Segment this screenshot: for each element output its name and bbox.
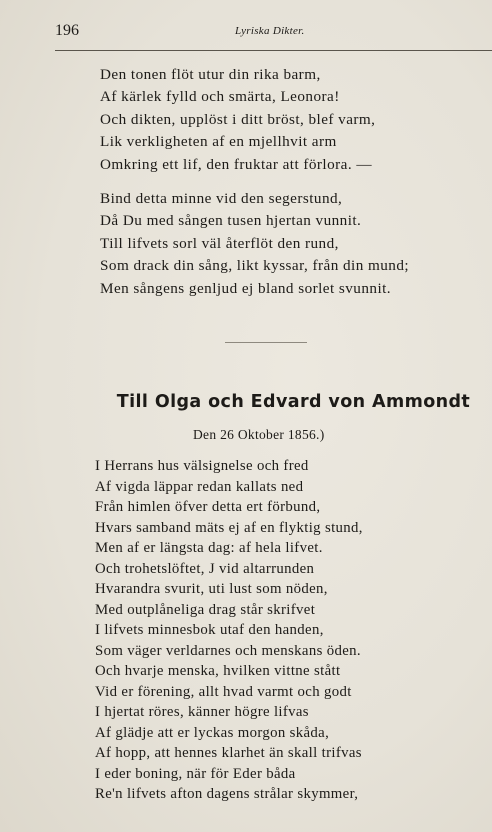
verse-line: Af hopp, att hennes klarhet än skall trifvas — [95, 745, 362, 761]
verse-line: Af vigda läppar redan kallats ned — [95, 478, 304, 495]
page-number: 196 — [55, 22, 79, 39]
verse-line: I Herrans hus välsignelse och fred — [95, 458, 309, 474]
verse-line: Till lifvets sorl väl återflöt den rund, — [100, 234, 339, 252]
verse-line: Och dikten, upplöst i ditt bröst, blef varm, — [100, 110, 376, 128]
verse-line: Vid er förening, allt hvad varmt och godt — [95, 683, 352, 700]
verse-line: Men af er längsta dag: af hela lifvet. — [95, 540, 323, 556]
running-title: Lyriska Dikter. — [235, 25, 305, 37]
verse-line: Re'n lifvets afton dagens strålar skymmer, — [95, 786, 359, 802]
verse-line: I lifvets minnesbok utaf den handen, — [95, 622, 324, 638]
verse-line: Som drack din sång, likt kyssar, från din mund; — [100, 257, 410, 275]
verse-line: Som väger verldarnes och menskans öden. — [95, 642, 361, 659]
verse-line: Af kärlek fylld och smärta, Leonora! — [100, 88, 340, 106]
verse-line: Lik verkligheten af en mjellhvit arm — [100, 133, 337, 151]
poem-dateline: Den 26 Oktober 1856.) — [193, 427, 325, 442]
verse-line: Då Du med sången tusen hjertan vunnit. — [100, 212, 362, 230]
header-rule — [55, 50, 492, 51]
verse-line: Hvarandra svurit, uti lust som nöden, — [95, 581, 328, 597]
verse-line: Från himlen öfver detta ert förbund, — [95, 499, 321, 515]
verse-line: Och trohetslöftet, J vid altarrunden — [95, 560, 315, 577]
verse-line: I hjertat röres, känner högre lifvas — [95, 704, 309, 720]
poem-title: Till Olga och Edvard von Ammondt — [116, 392, 471, 412]
verse-line: Omkring ett lif, den fruktar att förlora. — — [100, 155, 372, 173]
verse-line: Med outplåneliga drag står skrifvet — [95, 601, 316, 618]
section-divider — [225, 342, 307, 343]
stanza-1 — [100, 64, 490, 176]
verse-line: Men sångens genljud ej bland sorlet svunnit. — [100, 279, 392, 297]
verse-line: Den tonen flöt utur din rika barm, — [100, 66, 321, 83]
verse-line: Hvars samband mäts ej af en flyktig stund, — [95, 519, 363, 536]
verse-line: I eder boning, när för Eder båda — [95, 765, 296, 782]
stanza-2 — [100, 188, 490, 300]
verse-line: Och hvarje menska, hvilken vittne stått — [95, 663, 341, 679]
page-header — [55, 22, 482, 42]
poem-body — [95, 456, 490, 805]
verse-line: Af glädje att er lyckas morgon skåda, — [95, 724, 330, 741]
verse-line: Bind detta minne vid den segerstund, — [100, 190, 343, 207]
